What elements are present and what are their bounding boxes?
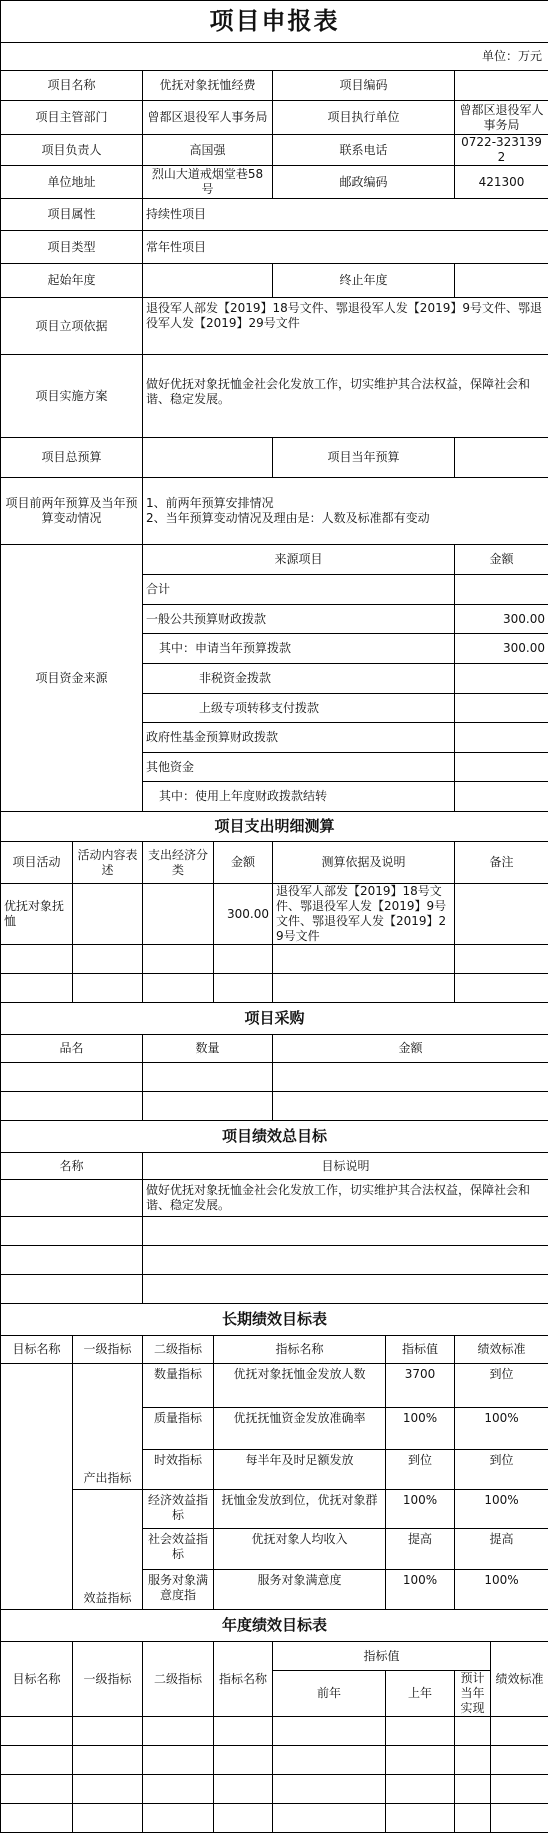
perf-total-desc: 做好优抚对象抚恤金社会化发放工作，切实维护其合法权益，保障社会和谐、稳定发展。 <box>143 1180 548 1217</box>
annual-header: 二级指标 <box>143 1642 214 1717</box>
perf-total-empty-cell <box>1 1246 143 1275</box>
funding-row-label: 其中：使用上年度财政拨款结转 <box>143 782 455 812</box>
funding-source-header: 来源项目 <box>143 545 455 575</box>
funding-row-label: 非税资金拨款 <box>143 664 455 694</box>
expense-amount: 300.00 <box>214 884 273 945</box>
annual-header: 绩效标准 <box>491 1642 548 1717</box>
long-term-header: 指标值 <box>386 1336 455 1364</box>
annual-empty-cell <box>386 1804 455 1833</box>
expense-empty-cell <box>143 974 214 1003</box>
annual-empty-cell <box>1 1717 73 1746</box>
total-budget-label: 项目总预算 <box>1 438 143 478</box>
leader-label: 项目负责人 <box>1 135 143 166</box>
annual-empty-cell <box>73 1746 143 1775</box>
plan-value: 做好优抚对象抚恤金社会化发放工作，切实维护其合法权益，保障社会和谐、稳定发展。 <box>143 355 548 438</box>
long-term-l2: 社会效益指标 <box>143 1529 214 1570</box>
long-term-standard: 100% <box>455 1408 548 1450</box>
page-title: 项目申报表 <box>1 1 548 43</box>
start-year-label: 起始年度 <box>1 264 143 298</box>
annual-empty-cell <box>273 1717 386 1746</box>
expense-empty-cell <box>73 945 143 974</box>
funding-row-amount <box>455 723 548 753</box>
project-name-label: 项目名称 <box>1 71 143 101</box>
expense-category <box>143 884 214 945</box>
long-term-output-label: 产出指标 <box>73 1364 143 1490</box>
funding-row-amount <box>455 664 548 694</box>
annual-empty-cell <box>491 1804 548 1833</box>
budget-change-line-2: 2、当年预算变动情况及理由是：人数及标准都有变动 <box>146 511 545 526</box>
long-term-metric-value: 3700 <box>386 1364 455 1408</box>
perf-total-empty-cell <box>143 1217 548 1246</box>
perf-total-empty-cell <box>1 1275 143 1304</box>
annual-empty-cell <box>386 1717 455 1746</box>
unit-label: 单位：万元 <box>1 43 548 71</box>
project-code-value <box>455 71 548 101</box>
annual-empty-cell <box>273 1775 386 1804</box>
annual-empty-cell <box>73 1717 143 1746</box>
annual-empty-cell <box>386 1746 455 1775</box>
expense-header: 备注 <box>455 842 548 884</box>
perf-total-header: 名称 <box>1 1153 143 1180</box>
annual-subheader: 预计当年实现 <box>455 1671 491 1717</box>
end-year-label: 终止年度 <box>273 264 455 298</box>
procurement-empty-cell <box>1 1063 143 1092</box>
annual-empty-cell <box>214 1775 273 1804</box>
perf-total-name <box>1 1180 143 1217</box>
funding-row-amount <box>455 782 548 812</box>
leader-value: 高国强 <box>143 135 273 166</box>
procurement-header: 品名 <box>1 1035 143 1063</box>
perf-total-empty-cell <box>1 1217 143 1246</box>
zip-value: 421300 <box>455 166 548 199</box>
funding-row-label: 一般公共预算财政拨款 <box>143 605 455 634</box>
expense-header: 活动内容表述 <box>73 842 143 884</box>
annual-empty-cell <box>273 1804 386 1833</box>
annual-empty-cell <box>491 1746 548 1775</box>
annual-empty-cell <box>455 1717 491 1746</box>
expense-empty-cell <box>143 945 214 974</box>
annual-header: 指标值 <box>273 1642 491 1671</box>
procurement-empty-cell <box>273 1092 548 1121</box>
expense-section-title: 项目支出明细测算 <box>1 812 548 842</box>
long-term-metric-name: 优抚对象人均收入 <box>214 1529 386 1570</box>
start-year-value <box>143 264 273 298</box>
long-term-benefit-label: 效益指标 <box>73 1490 143 1610</box>
total-budget-value <box>143 438 273 478</box>
phone-value: 0722-3231392 <box>455 135 548 166</box>
end-year-value <box>455 264 548 298</box>
long-term-metric-value: 100% <box>386 1570 455 1610</box>
annual-empty-cell <box>143 1717 214 1746</box>
annual-empty-cell <box>1 1746 73 1775</box>
expense-empty-cell <box>273 945 455 974</box>
annual-empty-cell <box>143 1775 214 1804</box>
annual-header: 目标名称 <box>1 1642 73 1717</box>
funding-row-amount: 300.00 <box>455 634 548 664</box>
perf-total-section-title: 项目绩效总目标 <box>1 1121 548 1153</box>
expense-empty-cell <box>214 945 273 974</box>
zip-label: 邮政编码 <box>273 166 455 199</box>
funding-row-label: 政府性基金预算财政拨款 <box>143 723 455 753</box>
long-term-standard: 到位 <box>455 1364 548 1408</box>
type-value: 常年性项目 <box>143 231 548 264</box>
long-term-metric-value: 100% <box>386 1490 455 1529</box>
project-code-label: 项目编码 <box>273 71 455 101</box>
procurement-empty-cell <box>143 1063 273 1092</box>
annual-empty-cell <box>73 1804 143 1833</box>
long-term-l2: 质量指标 <box>143 1408 214 1450</box>
annual-empty-cell <box>143 1804 214 1833</box>
procurement-empty-cell <box>143 1092 273 1121</box>
funding-row-label: 上级专项转移支付拨款 <box>143 694 455 723</box>
long-term-standard: 100% <box>455 1490 548 1529</box>
year-budget-label: 项目当年预算 <box>273 438 455 478</box>
annual-empty-cell <box>491 1775 548 1804</box>
expense-empty-cell <box>455 974 548 1003</box>
annual-empty-cell <box>214 1717 273 1746</box>
type-label: 项目类型 <box>1 231 143 264</box>
basis-value: 退役军人部发【2019】18号文件、鄂退役军人发【2019】9号文件、鄂退役军人发【2019】29号文件 <box>143 298 548 355</box>
dept-value: 曾都区退役军人事务局 <box>143 101 273 135</box>
long-term-l2: 时效指标 <box>143 1450 214 1490</box>
annual-header: 一级指标 <box>73 1642 143 1717</box>
long-term-metric-value: 提高 <box>386 1529 455 1570</box>
plan-label: 项目实施方案 <box>1 355 143 438</box>
annual-empty-cell <box>273 1746 386 1775</box>
exec-unit-value: 曾都区退役军人事务局 <box>455 101 548 135</box>
long-term-standard: 提高 <box>455 1529 548 1570</box>
perf-total-header: 目标说明 <box>143 1153 548 1180</box>
procurement-empty-cell <box>273 1063 548 1092</box>
expense-content <box>73 884 143 945</box>
long-term-standard: 到位 <box>455 1450 548 1490</box>
long-term-metric-value: 100% <box>386 1408 455 1450</box>
long-term-l2: 数量指标 <box>143 1364 214 1408</box>
long-term-header: 指标名称 <box>214 1336 386 1364</box>
expense-empty-cell <box>273 974 455 1003</box>
long-term-header: 绩效标准 <box>455 1336 548 1364</box>
annual-empty-cell <box>214 1746 273 1775</box>
year-budget-value <box>455 438 548 478</box>
expense-empty-cell <box>1 974 73 1003</box>
expense-empty-cell <box>73 974 143 1003</box>
basis-label: 项目立项依据 <box>1 298 143 355</box>
long-term-goal-name <box>1 1364 73 1610</box>
expense-note <box>455 884 548 945</box>
expense-header: 金额 <box>214 842 273 884</box>
annual-empty-cell <box>214 1804 273 1833</box>
funding-row-amount <box>455 753 548 782</box>
annual-header: 指标名称 <box>214 1642 273 1717</box>
annual-empty-cell <box>455 1804 491 1833</box>
exec-unit-label: 项目执行单位 <box>273 101 455 135</box>
long-term-metric-name: 每半年及时足额发放 <box>214 1450 386 1490</box>
long-term-metric-name: 服务对象满意度 <box>214 1570 386 1610</box>
annual-empty-cell <box>1 1775 73 1804</box>
expense-empty-cell <box>1 945 73 974</box>
procurement-empty-cell <box>1 1092 143 1121</box>
budget-change-value <box>143 478 548 545</box>
expense-basis: 退役军人部发【2019】18号文件、鄂退役军人发【2019】9号文件、鄂退役军人发【2019】29号文件 <box>273 884 455 945</box>
long-term-l2: 经济效益指标 <box>143 1490 214 1529</box>
procurement-header: 数量 <box>143 1035 273 1063</box>
procurement-section-title: 项目采购 <box>1 1003 548 1035</box>
long-term-standard: 100% <box>455 1570 548 1610</box>
long-term-metric-name: 优抚对象抚恤金发放人数 <box>214 1364 386 1408</box>
annual-subheader: 前年 <box>273 1671 386 1717</box>
funding-source-label: 项目资金来源 <box>1 545 143 812</box>
funding-row-label: 合计 <box>143 575 455 605</box>
procurement-header: 金额 <box>273 1035 548 1063</box>
phone-label: 联系电话 <box>273 135 455 166</box>
long-term-metric-name: 抚恤金发放到位，优抚对象群 <box>214 1490 386 1529</box>
long-term-header: 目标名称 <box>1 1336 73 1364</box>
expense-empty-cell <box>455 945 548 974</box>
annual-empty-cell <box>455 1775 491 1804</box>
long-term-header: 一级指标 <box>73 1336 143 1364</box>
perf-total-empty-cell <box>143 1275 548 1304</box>
budget-change-line-1: 1、前两年预算安排情况 <box>146 496 545 511</box>
expense-header: 测算依据及说明 <box>273 842 455 884</box>
funding-row-label: 其他资金 <box>143 753 455 782</box>
funding-amount-header: 金额 <box>455 545 548 575</box>
expense-header: 支出经济分类 <box>143 842 214 884</box>
annual-subheader: 上年 <box>386 1671 455 1717</box>
long-term-metric-name: 优抚抚恤资金发放准确率 <box>214 1408 386 1450</box>
annual-empty-cell <box>143 1746 214 1775</box>
expense-empty-cell <box>214 974 273 1003</box>
long-term-l2: 服务对象满意度指 <box>143 1570 214 1610</box>
long-term-header: 二级指标 <box>143 1336 214 1364</box>
annual-empty-cell <box>491 1717 548 1746</box>
annual-empty-cell <box>455 1746 491 1775</box>
budget-change-label: 项目前两年预算及当年预算变动情况 <box>1 478 143 545</box>
address-value: 烈山大道戒烟堂巷58号 <box>143 166 273 199</box>
expense-header: 项目活动 <box>1 842 73 884</box>
annual-empty-cell <box>386 1775 455 1804</box>
funding-row-amount <box>455 694 548 723</box>
dept-label: 项目主管部门 <box>1 101 143 135</box>
long-term-metric-value: 到位 <box>386 1450 455 1490</box>
annual-empty-cell <box>1 1804 73 1833</box>
attribute-value: 持续性项目 <box>143 199 548 231</box>
annual-empty-cell <box>73 1775 143 1804</box>
address-label: 单位地址 <box>1 166 143 199</box>
funding-row-amount: 300.00 <box>455 605 548 634</box>
attribute-label: 项目属性 <box>1 199 143 231</box>
long-term-section-title: 长期绩效目标表 <box>1 1304 548 1336</box>
perf-total-empty-cell <box>143 1246 548 1275</box>
funding-row-amount <box>455 575 548 605</box>
project-name-value: 优抚对象抚恤经费 <box>143 71 273 101</box>
funding-row-label: 其中：申请当年预算拨款 <box>143 634 455 664</box>
annual-section-title: 年度绩效目标表 <box>1 1610 548 1642</box>
expense-activity: 优抚对象抚恤 <box>1 884 73 945</box>
